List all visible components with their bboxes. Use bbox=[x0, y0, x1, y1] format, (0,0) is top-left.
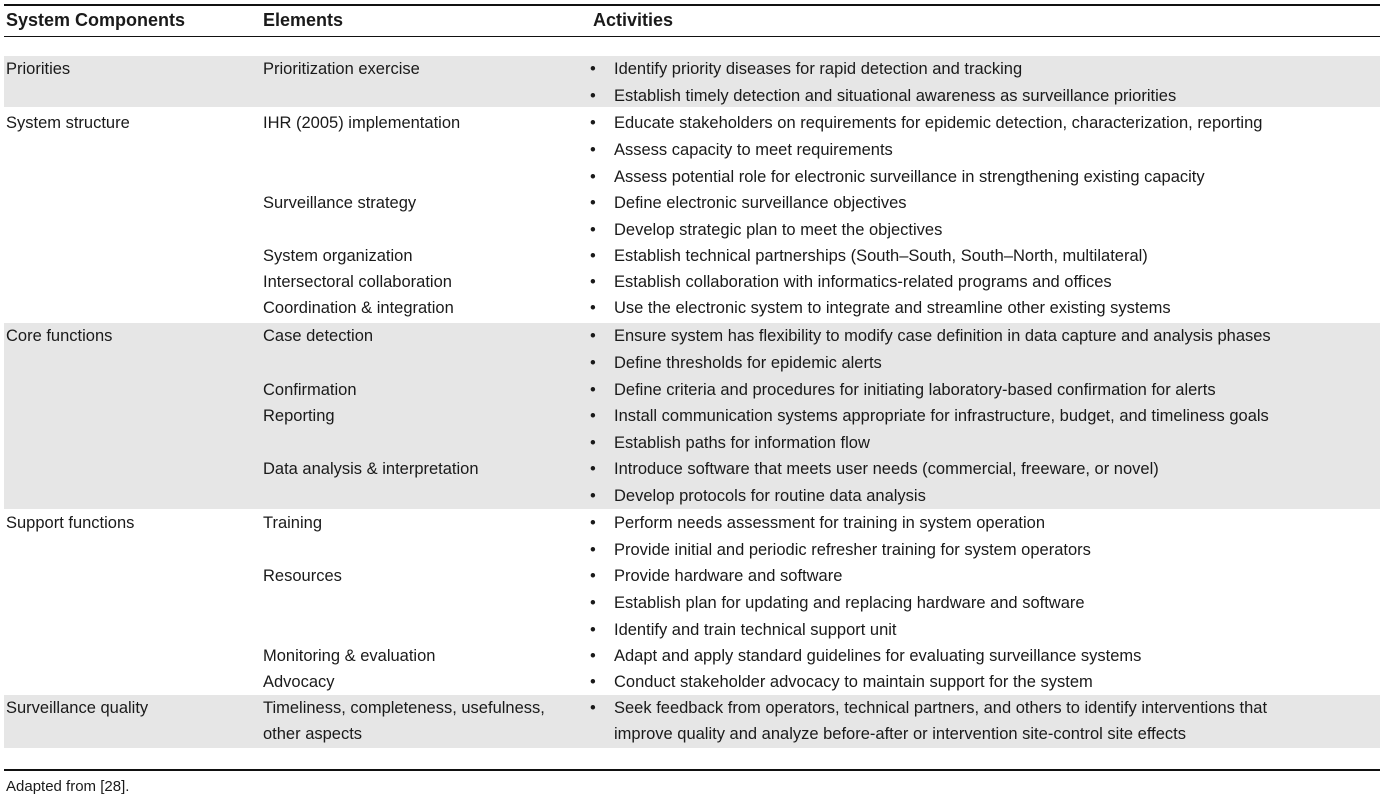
cell-activity: Establish technical partnerships (South–South, South–North, multilateral) bbox=[614, 247, 1148, 265]
table-group bbox=[4, 323, 1380, 509]
cell-component: Surveillance quality bbox=[6, 699, 149, 717]
cell-element: Monitoring & evaluation bbox=[263, 647, 436, 665]
bullet-icon: • bbox=[590, 460, 596, 478]
top-rule bbox=[4, 4, 1380, 6]
header-activities: Activities bbox=[593, 10, 674, 30]
table-row bbox=[4, 295, 1380, 321]
bullet-icon: • bbox=[590, 673, 596, 691]
table-row bbox=[4, 721, 1380, 747]
bullet-icon: • bbox=[590, 594, 596, 612]
cell-activity: Establish paths for information flow bbox=[614, 434, 870, 452]
cell-activity: Define criteria and procedures for initiating laboratory-based confirmation for alerts bbox=[614, 381, 1216, 399]
bullet-icon: • bbox=[590, 354, 596, 372]
bullet-icon: • bbox=[590, 87, 596, 105]
cell-activity: Assess capacity to meet requirements bbox=[614, 141, 893, 159]
cell-element: Confirmation bbox=[263, 381, 357, 399]
cell-element: Timeliness, completeness, usefulness, bbox=[263, 699, 545, 717]
cell-activity: Establish collaboration with informatics-related programs and offices bbox=[614, 273, 1112, 291]
cell-component: Support functions bbox=[6, 514, 135, 532]
header-elements: Elements bbox=[263, 10, 344, 30]
table-header bbox=[0, 8, 1385, 34]
cell-activity: Develop strategic plan to meet the objectives bbox=[614, 221, 943, 239]
table-row bbox=[4, 323, 1380, 349]
table-row bbox=[4, 350, 1380, 376]
bullet-icon: • bbox=[590, 114, 596, 132]
bullet-icon: • bbox=[590, 621, 596, 639]
cell-activity: Assess potential role for electronic surveillance in strengthening existing capacity bbox=[614, 168, 1205, 186]
cell-element: Case detection bbox=[263, 327, 374, 345]
cell-activity: Use the electronic system to integrate and streamline other existing systems bbox=[614, 299, 1171, 317]
cell-activity: Establish timely detection and situational awareness as surveillance priorities bbox=[614, 87, 1177, 105]
cell-element: Advocacy bbox=[263, 673, 335, 691]
cell-activity: Seek feedback from operators, technical partners, and others to identify interventions that bbox=[614, 699, 1268, 717]
table-row bbox=[4, 110, 1380, 136]
table-row bbox=[4, 617, 1380, 643]
table-row bbox=[4, 377, 1380, 403]
table-row bbox=[4, 403, 1380, 429]
cell-activity: Perform needs assessment for training in system operation bbox=[614, 514, 1046, 532]
bullet-icon: • bbox=[590, 647, 596, 665]
cell-element: Coordination & integration bbox=[263, 299, 454, 317]
bullet-icon: • bbox=[590, 273, 596, 291]
table-group bbox=[4, 56, 1380, 107]
table-row bbox=[4, 164, 1380, 190]
cell-activity: improve quality and analyze before-after or intervention site-control site effects bbox=[614, 725, 1186, 743]
header-rule bbox=[4, 36, 1380, 37]
table-row bbox=[4, 456, 1380, 482]
cell-activity: Educate stakeholders on requirements for epidemic detection, characterization, reporting bbox=[614, 114, 1263, 132]
cell-activity: Adapt and apply standard guidelines for evaluating surveillance systems bbox=[614, 647, 1142, 665]
bullet-icon: • bbox=[590, 541, 596, 559]
table-row bbox=[4, 83, 1380, 109]
cell-activity: Identify priority diseases for rapid detection and tracking bbox=[614, 60, 1023, 78]
table-row bbox=[4, 217, 1380, 243]
table-row bbox=[4, 269, 1380, 295]
header-system-components: System Components bbox=[6, 10, 186, 30]
cell-activity: Provide hardware and software bbox=[614, 567, 843, 585]
table-row bbox=[4, 695, 1380, 721]
cell-element: Data analysis & interpretation bbox=[263, 460, 479, 478]
bullet-icon: • bbox=[590, 407, 596, 425]
table-row bbox=[4, 590, 1380, 616]
table-row bbox=[4, 510, 1380, 536]
bullet-icon: • bbox=[590, 487, 596, 505]
bullet-icon: • bbox=[590, 381, 596, 399]
bullet-icon: • bbox=[590, 221, 596, 239]
cell-element: Prioritization exercise bbox=[263, 60, 420, 78]
bullet-icon: • bbox=[590, 247, 596, 265]
table-row bbox=[4, 669, 1380, 695]
bullet-icon: • bbox=[590, 567, 596, 585]
footnote: Adapted from [28]. bbox=[6, 778, 130, 795]
cell-activity: Ensure system has flexibility to modify case definition in data capture and analysis phases bbox=[614, 327, 1271, 345]
cell-activity: Develop protocols for routine data analysis bbox=[614, 487, 926, 505]
cell-activity: Introduce software that meets user needs (commercial, freeware, or novel) bbox=[614, 460, 1159, 478]
table-row bbox=[4, 537, 1380, 563]
table-row bbox=[4, 137, 1380, 163]
bullet-icon: • bbox=[590, 168, 596, 186]
table-group bbox=[4, 695, 1380, 748]
bottom-rule bbox=[4, 769, 1380, 771]
cell-component: System structure bbox=[6, 114, 130, 132]
table-row bbox=[4, 243, 1380, 269]
cell-element: Surveillance strategy bbox=[263, 194, 417, 212]
cell-activity: Provide initial and periodic refresher training for system operators bbox=[614, 541, 1091, 559]
bullet-icon: • bbox=[590, 327, 596, 345]
bullet-icon: • bbox=[590, 141, 596, 159]
table-row bbox=[4, 483, 1380, 509]
cell-component: Priorities bbox=[6, 60, 71, 78]
bullet-icon: • bbox=[590, 299, 596, 317]
cell-activity: Define electronic surveillance objectives bbox=[614, 194, 907, 212]
cell-activity: Conduct stakeholder advocacy to maintain support for the system bbox=[614, 673, 1093, 691]
table-group bbox=[4, 510, 1380, 694]
cell-element: Intersectoral collaboration bbox=[263, 273, 452, 291]
cell-activity: Install communication systems appropriate for infrastructure, budget, and timeliness goals bbox=[614, 407, 1269, 425]
table-row bbox=[4, 643, 1380, 669]
table-row bbox=[4, 190, 1380, 216]
cell-element: Training bbox=[263, 514, 322, 532]
table-group bbox=[4, 110, 1380, 321]
bullet-icon: • bbox=[590, 514, 596, 532]
table-row bbox=[4, 430, 1380, 456]
cell-element: other aspects bbox=[263, 725, 363, 743]
cell-element: IHR (2005) implementation bbox=[263, 114, 461, 132]
cell-element: Reporting bbox=[263, 407, 335, 425]
cell-activity: Define thresholds for epidemic alerts bbox=[614, 354, 882, 372]
cell-activity: Identify and train technical support unit bbox=[614, 621, 897, 639]
cell-component: Core functions bbox=[6, 327, 113, 345]
cell-element: System organization bbox=[263, 247, 413, 265]
cell-element: Resources bbox=[263, 567, 342, 585]
cell-activity: Establish plan for updating and replacing hardware and software bbox=[614, 594, 1085, 612]
bullet-icon: • bbox=[590, 699, 596, 717]
bullet-icon: • bbox=[590, 434, 596, 452]
bullet-icon: • bbox=[590, 60, 596, 78]
bullet-icon: • bbox=[590, 194, 596, 212]
table-row bbox=[4, 56, 1380, 82]
table-row bbox=[4, 563, 1380, 589]
